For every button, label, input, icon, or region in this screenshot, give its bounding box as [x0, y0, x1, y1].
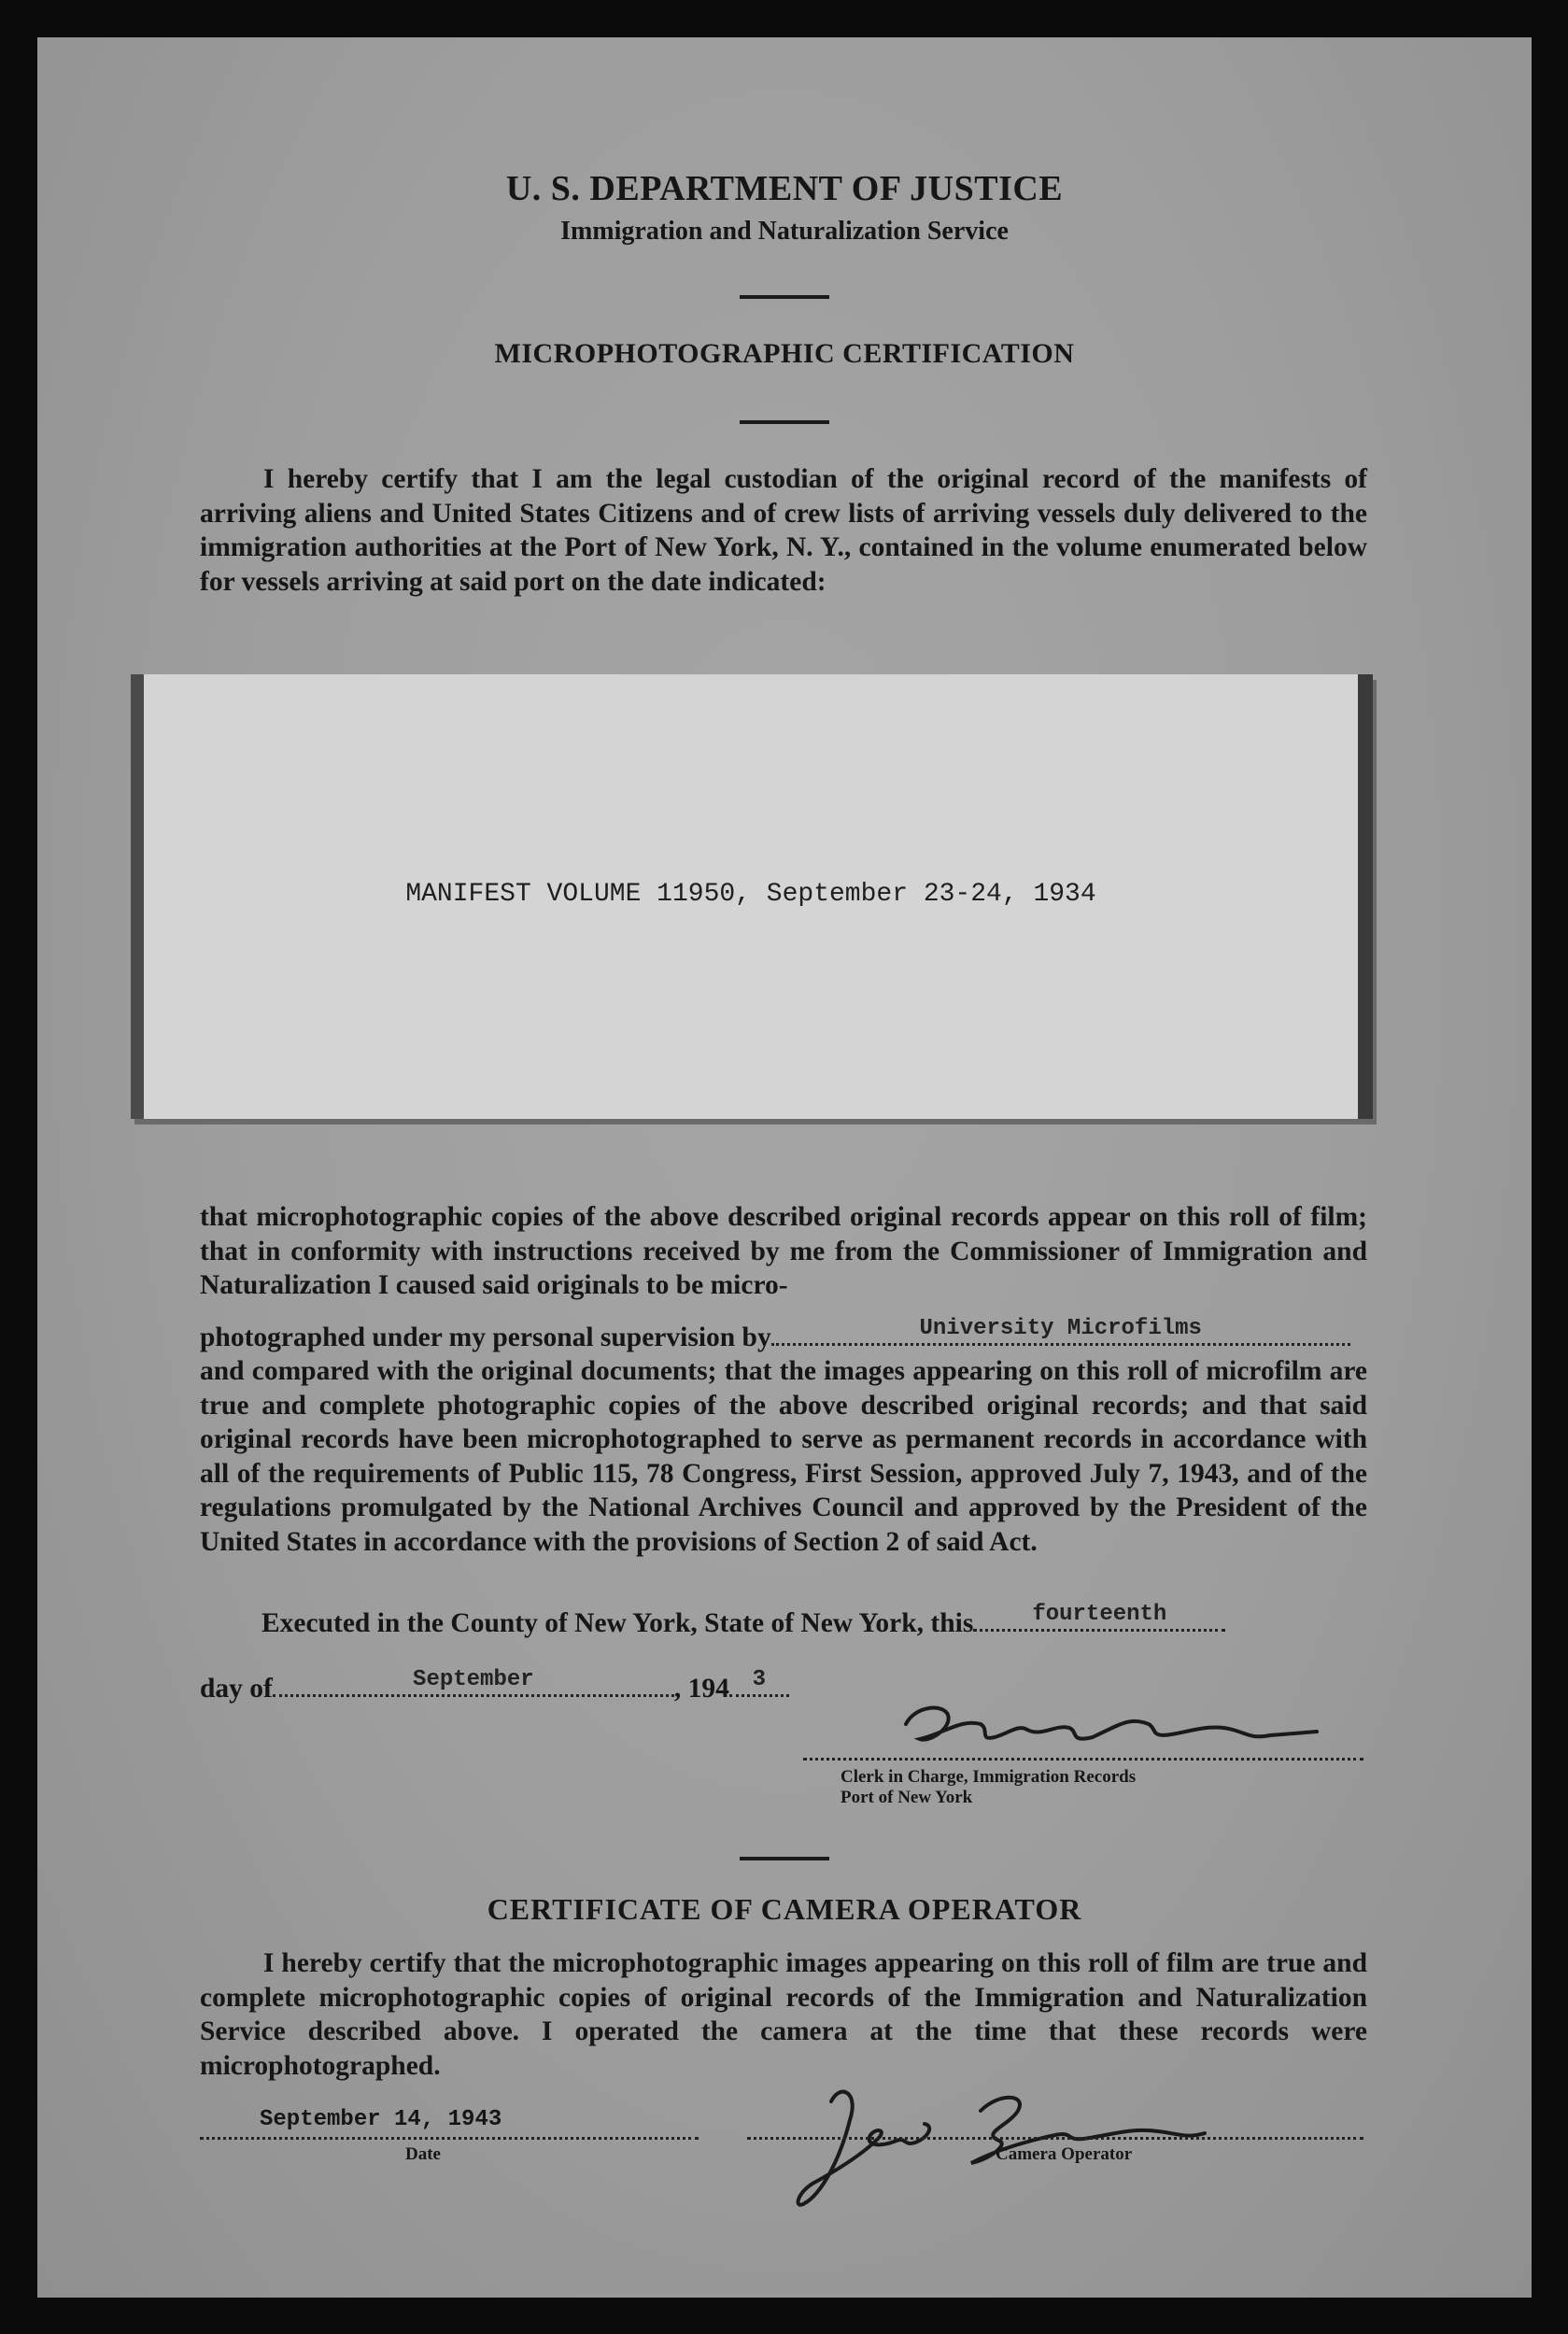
camera-operator-label: Camera Operator: [996, 2144, 1133, 2164]
certification-title: MICROPHOTOGRAPHIC CERTIFICATION: [494, 338, 1075, 369]
body-paragraph-part2: and compared with the original documents; that the images appearing on this roll of microfilm are true and complete photographic copies of the above described original records; and that said original records have been microphotographed to serve as permanent records in accordance with all of the requirements of Public 115, 78 Congress, First Session, approved July 7, 1943, and of the regulations promulgated by the National Archives Council and approved by the President of the United States in accordance with the provisions of Section 2 of said Act.: [200, 1356, 1367, 1557]
manifest-volume-text: MANIFEST VOLUME 11950, September 23-24, 1934: [405, 880, 1096, 909]
camera-operator-line: [747, 2135, 1363, 2140]
day-blank: [973, 1602, 1225, 1632]
divider-rule: [740, 295, 829, 299]
clerk-title-line2: Port of New York: [841, 1788, 973, 1807]
year-blank: [729, 1667, 789, 1697]
intro-paragraph: I hereby certify that I am the legal custodian of the original record of the manifests of arriving aliens and United States Citizens and of crew lists of arriving vessels duly delivered to the immigration authorities at the Port of New York, N. Y., contained in the volume enumerated below for vessels arriving at said port on the date indicated:: [200, 464, 1367, 597]
supervision-blank: [771, 1316, 1350, 1346]
clerk-title-line1: Clerk in Charge, Immigration Records: [841, 1767, 1137, 1787]
year-fill: 3: [752, 1667, 767, 1692]
date-label: Date: [405, 2144, 441, 2164]
body-paragraph-part1: that microphotographic copies of the above described original records appear on this roll of film; that in conformity with instructions received by me from the Commissioner of Immigration and Naturalization I caused said originals to be micro-: [200, 1202, 1367, 1300]
execution-line: [261, 1602, 1225, 1639]
clerk-signature: [878, 1696, 1363, 1761]
camera-date-fill: September 14, 1943: [260, 2107, 502, 2132]
supervision-fill: University Microfilms: [919, 1316, 1202, 1341]
supervision-prefix: photographed under my personal supervision by: [200, 1323, 771, 1352]
supervision-line: [200, 1316, 1350, 1353]
year-prefix: , 194: [673, 1674, 729, 1704]
date-line: [200, 2135, 699, 2140]
divider-rule: [740, 1857, 829, 1860]
department-heading: U. S. DEPARTMENT OF JUSTICE: [505, 169, 1064, 208]
day-fill: fourteenth: [1032, 1602, 1167, 1627]
certificate-sheet: [37, 37, 1532, 2298]
month-blank: [273, 1667, 674, 1697]
service-subheading: Immigration and Naturalization Service: [560, 217, 1009, 246]
day-of-line: [200, 1667, 789, 1705]
camera-paragraph: I hereby certify that the microphotographic images appearing on this roll of film are true and complete microphotographic copies of original records of the Immigration and Naturalization Service described above. I operated the camera at the time that these records were microphotographed.: [200, 1948, 1367, 2081]
divider-rule: [740, 420, 829, 424]
month-fill: September: [413, 1667, 534, 1692]
execution-prefix: Executed in the County of New York, State of New York, this: [261, 1608, 974, 1638]
clerk-title: [841, 1767, 1136, 1808]
camera-certificate-heading: CERTIFICATE OF CAMERA OPERATOR: [487, 1892, 1082, 1926]
manifest-insert-card: [131, 674, 1373, 1119]
clerk-signature-line: [803, 1756, 1363, 1761]
day-of-label: day of: [200, 1674, 273, 1704]
